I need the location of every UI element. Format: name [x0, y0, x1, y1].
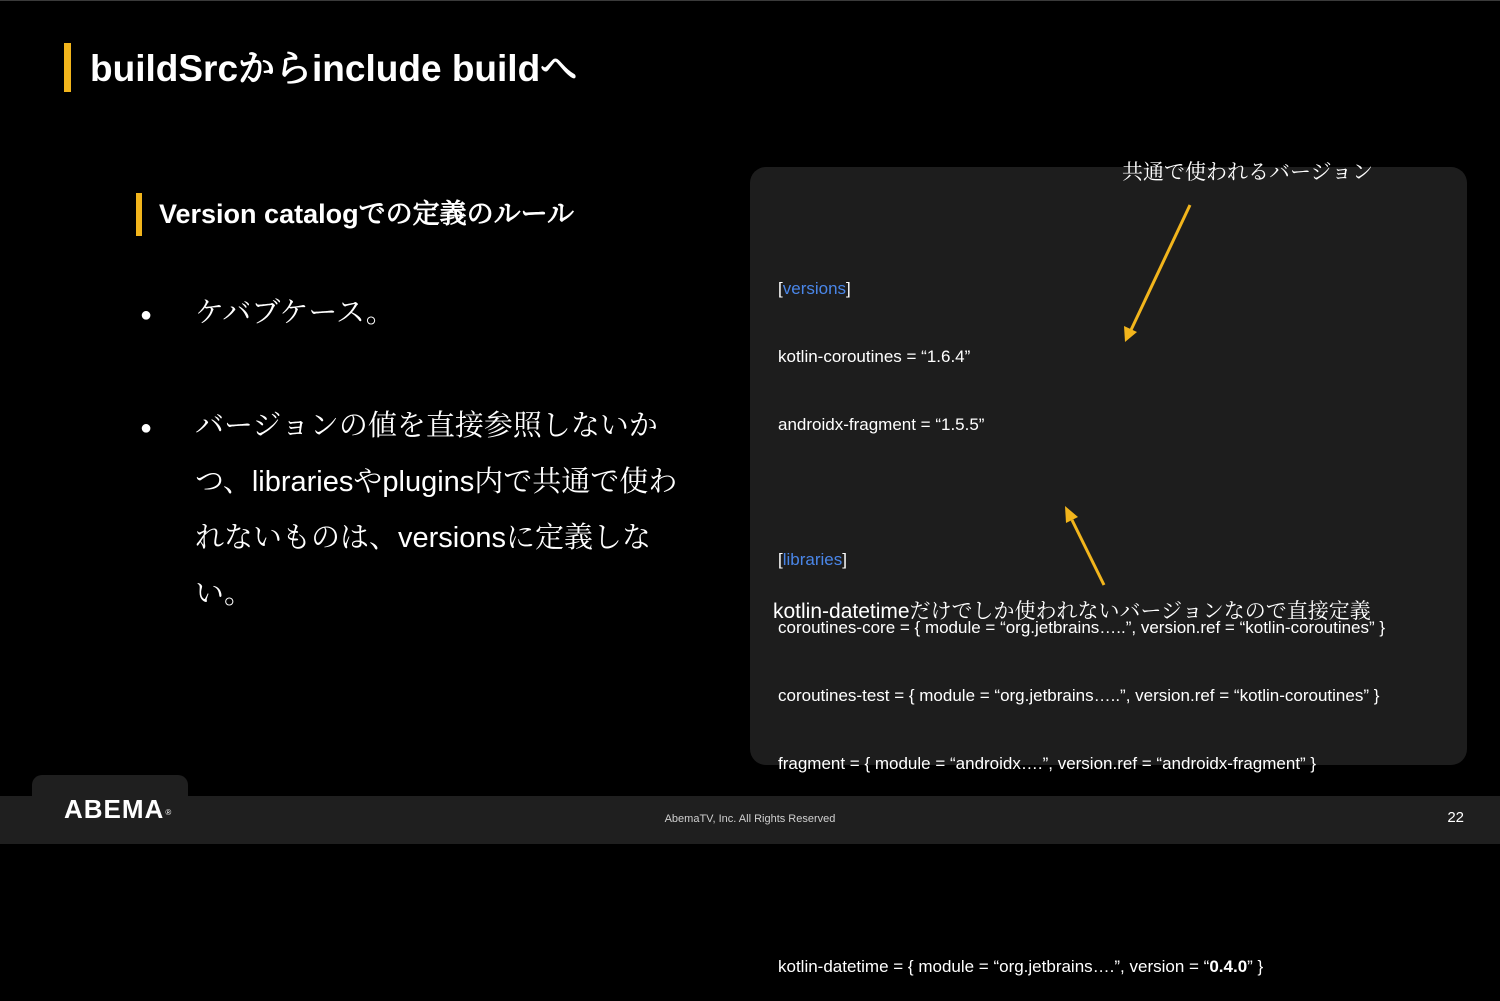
code-line-kotlin-coroutines: kotlin-coroutines = “1.6.4”: [778, 346, 971, 366]
code-line-androidx-fragment: androidx-fragment = “1.5.5”: [778, 414, 985, 434]
code-line-coroutines-core: coroutines-core = { module = “org.jetbrains…..”, version.ref = “kotlin-coroutines” }: [778, 618, 1386, 638]
bullet-marker-1: ●: [140, 304, 153, 326]
libraries-section-header: [libraries]: [778, 550, 847, 570]
arrow-line-to-libraries: [1131, 205, 1190, 330]
versions-keyword: versions: [782, 279, 847, 299]
abema-logo: ABEMA®: [64, 794, 173, 824]
annotation-shared-version: 共通で使われるバージョン: [1122, 161, 1374, 184]
bullet-text-1: ケバブケース。: [195, 297, 395, 329]
slide-title: buildSrcからinclude buildへ: [90, 48, 578, 89]
bullet-text-2: バージョンの値を直接参照しないかつ、librariesやplugins内で共通で使われないものは、versionsに定義しない。: [195, 410, 678, 610]
code-blank-line: [778, 888, 1385, 911]
arrow-line-to-datetime: [1072, 520, 1104, 585]
slide-subtitle: Version catalogでの定義のルール: [159, 199, 575, 229]
versions-section-header: [versions]: [778, 279, 851, 299]
page-number: 22: [1447, 809, 1464, 826]
annotation-direct-definition: kotlin-datetimeだけでしか使われないバージョンなので直接定義: [773, 600, 1371, 623]
datetime-version-value: 0.4.0: [1209, 957, 1248, 976]
bullet-marker-2: ●: [140, 417, 153, 439]
copyright-text: AbemaTV, Inc. All Rights Reserved: [664, 813, 836, 825]
code-line-kotlin-datetime: kotlin-datetime = { module = “org.jetbrains….”, version = “0.4.0” }: [778, 957, 1264, 976]
code-line-fragment: fragment = { module = “androidx….”, version.ref = “androidx-fragment” }: [778, 753, 1317, 773]
libraries-keyword: libraries: [782, 550, 843, 570]
code-line-coroutines-test: coroutines-test = { module = “org.jetbrains…..”, version.ref = “kotlin-coroutines” }: [778, 685, 1380, 705]
